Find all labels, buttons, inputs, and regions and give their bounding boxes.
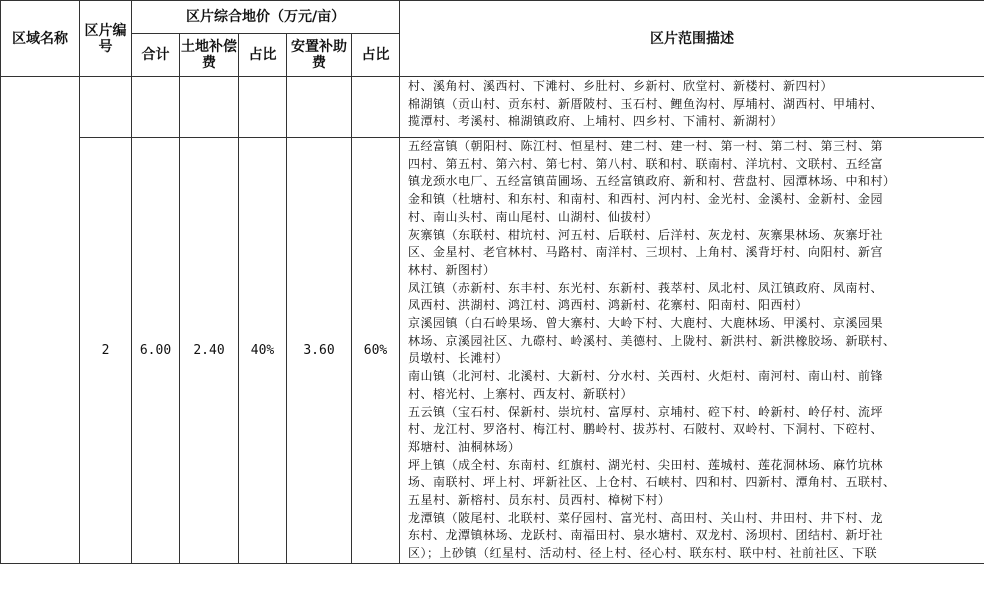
desc-line: 南山镇（北河村、北溪村、大新村、分水村、关西村、火炬村、南河村、南山村、前锋 [408, 369, 884, 384]
desc-line: 京溪园镇（白石岭果场、曾大寨村、大岭下村、大鹿村、大鹿林场、甲溪村、京溪园果 [408, 316, 884, 331]
desc-line: 五云镇（宝石村、保新村、崇坑村、富厚村、京埔村、硿下村、岭新村、岭仔村、流坪 [408, 404, 884, 419]
desc-line: 林场、京溪园社区、九磜村、岭溪村、美德村、上陇村、新洪村、新洪橡胶场、新联村、 [408, 333, 896, 348]
ratio2-cell: 60% [352, 138, 400, 564]
header-desc: 区片范围描述 [400, 1, 984, 77]
desc-line: 五星村、新榕村、员东村、员西村、樟树下村） [408, 493, 671, 508]
desc-line: 村、南山头村、南山尾村、山湖村、仙拔村） [408, 209, 659, 224]
header-resettle: 安置补助费 [287, 34, 352, 77]
total-cell-cont [132, 77, 180, 138]
desc-line: 村、榕光村、上寨村、西友村、新联村） [408, 386, 634, 401]
header-ratio-1: 占比 [239, 34, 287, 77]
ratio1-cell-cont [239, 77, 287, 138]
desc-line: 凤江镇（赤新村、东丰村、东光村、东新村、莪萃村、凤北村、凤江镇政府、凤南村、 [408, 280, 884, 295]
header-area-name: 区域名称 [1, 1, 80, 77]
desc-line: 郑塘村、油桐林场） [408, 439, 521, 454]
area-name-cell [1, 77, 80, 564]
desc-line: 五经富镇（朝阳村、陈江村、恒星村、建二村、建一村、第一村、第二村、第三村、第 [408, 139, 884, 153]
ratio1-cell: 40% [239, 138, 287, 564]
resettle-cell-cont [287, 77, 352, 138]
desc-line: 场、南联村、坪上村、坪新社区、上仓村、石峡村、四和村、四新村、潭角村、五联村、 [408, 475, 896, 490]
desc-cell-cont [400, 77, 984, 138]
ratio2-cell-cont [352, 77, 400, 138]
table-row-continued [1, 77, 984, 138]
total-cell: 6.00 [132, 138, 180, 564]
header-total: 合计 [132, 34, 180, 77]
desc-line: 村、溪角村、溪西村、下滩村、乡肚村、乡新村、欣堂村、新楼村、新四村） [408, 79, 834, 93]
desc-line: 金和镇（杜塘村、和东村、和南村、和西村、河内村、金光村、金溪村、金新村、金园 [408, 192, 884, 207]
table-row-zone-2 [1, 138, 984, 564]
desc-line: 区、金星村、老官林村、马路村、南洋村、三坝村、上角村、溪背圩村、向阳村、新宫 [408, 245, 884, 260]
desc-line: 区）；上砂镇（红星村、活动村、径上村、径心村、联东村、联中村、社前社区、下联 [408, 546, 878, 561]
desc-line: 四村、第五村、第六村、第七村、第八村、联和村、联南村、洋坑村、文联村、五经富 [408, 156, 884, 171]
header-zone-no: 区片编号 [80, 1, 132, 77]
header-land-comp: 土地补偿费 [180, 34, 239, 77]
land-comp-cell-cont [180, 77, 239, 138]
desc-line: 凤西村、洪湖村、鸿江村、鸿西村、鸿新村、花寨村、阳南村、阳西村） [408, 298, 809, 313]
desc-cell [400, 138, 984, 564]
header-price-group: 区片综合地价（万元/亩） [132, 1, 400, 34]
desc-line: 林村、新图村） [408, 262, 496, 277]
zone-no-cell-cont [80, 77, 132, 138]
desc-line: 揽潭村、考溪村、棉湖镇政府、上埔村、四乡村、下浦村、新湖村） [408, 114, 784, 129]
desc-line: 灰寨镇（东联村、柑坑村、河五村、后联村、后洋村、灰龙村、灰寨果林场、灰寨圩社 [408, 227, 884, 242]
resettle-cell: 3.60 [287, 138, 352, 564]
desc-line: 龙潭镇（陂尾村、北联村、菜仔园村、富光村、高田村、关山村、井田村、井下村、龙 [408, 510, 884, 525]
zone-no-cell: 2 [80, 138, 132, 564]
desc-line: 员墩村、长滩村） [408, 351, 509, 366]
desc-line: 东村、龙潭镇林场、龙跃村、南福田村、泉水塘村、双龙村、汤坝村、团结村、新圩社 [408, 528, 884, 543]
header-ratio-2: 占比 [352, 34, 400, 77]
desc-line: 村、龙江村、罗洛村、梅江村、鹏岭村、拔苏村、石陂村、双岭村、下洞村、下硿村、 [408, 422, 884, 437]
desc-line: 棉湖镇（贡山村、贡东村、新厝陂村、玉石村、鲤鱼沟村、厚埔村、湖西村、甲埔村、 [408, 96, 884, 111]
header-row-1 [1, 1, 984, 34]
desc-line: 镇龙颈水电厂、五经富镇苗圃场、五经富镇政府、新和村、营盘村、园潭林场、中和村） [408, 174, 896, 189]
desc-line: 坪上镇（成全村、东南村、红旗村、湖光村、尖田村、莲城村、莲花洞林场、麻竹坑林 [408, 457, 884, 472]
land-comp-cell: 2.40 [180, 138, 239, 564]
